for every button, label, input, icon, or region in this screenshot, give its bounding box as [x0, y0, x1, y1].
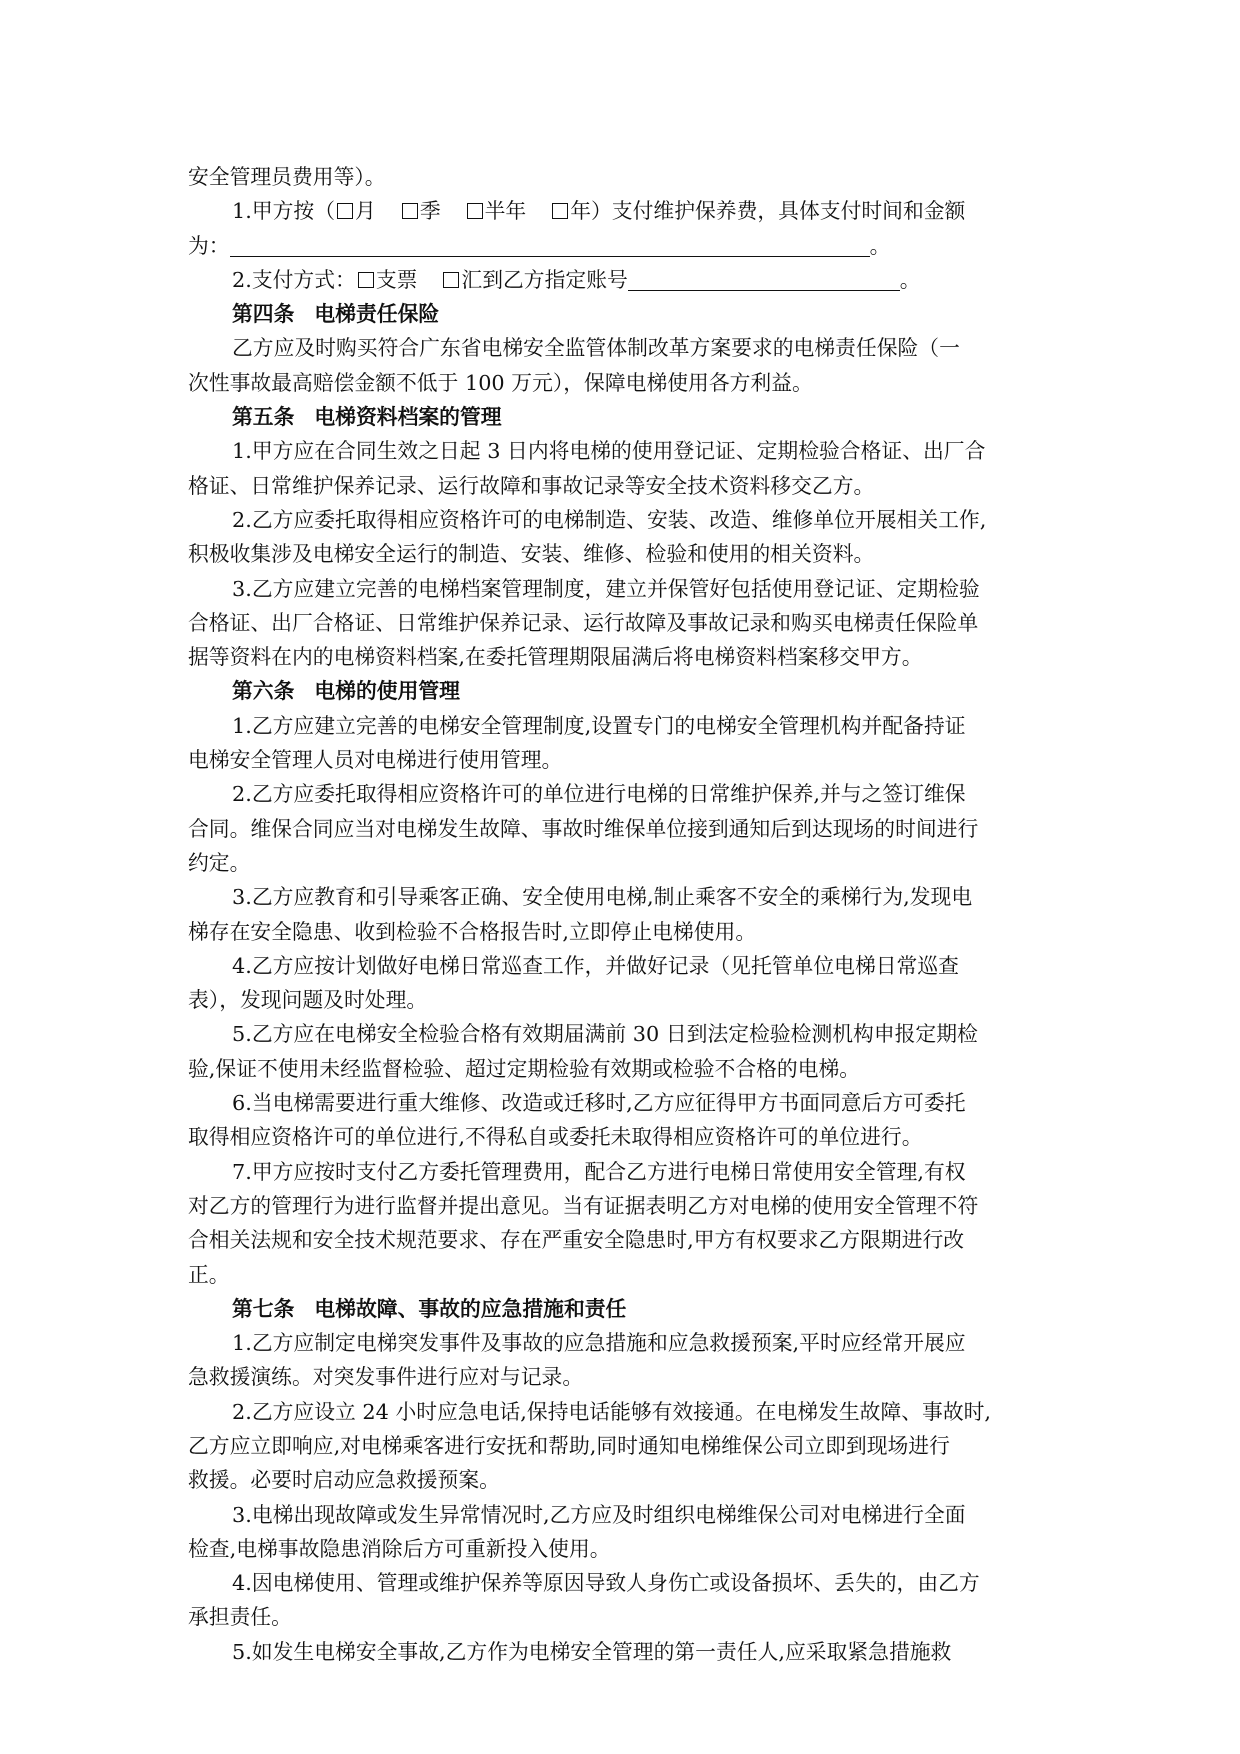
payment-method-suffix: 。 [899, 267, 921, 292]
paragraph-line: 2.乙方应委托取得相应资格许可的单位进行电梯的日常维护保养,并与之签订维保 [232, 782, 966, 807]
paragraph-line: 积极收集涉及电梯安全运行的制造、安装、维修、检验和使用的相关资料。 [188, 542, 875, 567]
paragraph-line: 3.乙方应建立完善的电梯档案管理制度，建立并保管好包括使用登记证、定期检验 [232, 576, 980, 601]
article-title: 电梯资料档案的管理 [314, 405, 502, 430]
paragraph-line: 合同。维保合同应当对电梯发生故障、事故时维保单位接到通知后到达现场的时间进行 [188, 816, 979, 841]
article-6-heading [188, 674, 1058, 708]
article-7-heading [188, 1292, 1058, 1326]
paragraph-line: 1.甲方应在合同生效之日起 3 日内将电梯的使用登记证、定期检验合格证、出厂合 [232, 439, 986, 464]
checkbox-quarter[interactable] [402, 203, 418, 219]
paragraph-line: 2.乙方应设立 24 小时应急电话,保持电话能够有效接通。在电梯发生故障、事故时, [232, 1399, 992, 1424]
checkbox-cheque[interactable] [358, 272, 374, 288]
paragraph-line: 5.如发生电梯安全事故,乙方作为电梯安全管理的第一责任人,应采取紧急措施救 [232, 1639, 952, 1664]
paragraph-line: 梯存在安全隐患、收到检验不合格报告时,立即停止电梯使用。 [188, 919, 757, 944]
paragraph-line: 承担责任。 [188, 1605, 292, 1630]
payment-method-prefix: 2.支付方式： [232, 267, 356, 292]
checkbox-year[interactable] [552, 203, 568, 219]
paragraph-line: 约定。 [188, 850, 251, 875]
payment-amount-prefix: 为： [188, 233, 230, 258]
paragraph-line: 电梯安全管理人员对电梯进行使用管理。 [188, 748, 563, 773]
payment-amount-field[interactable] [230, 234, 870, 257]
payment-cycle-line [188, 194, 1058, 228]
paragraph-line: 3.电梯出现故障或发生异常情况时,乙方应及时组织电梯维保公司对电梯进行全面 [232, 1502, 966, 1527]
payment-cycle-prefix: 1.甲方按（ [232, 199, 336, 224]
paragraph-line: 合格证、出厂合格证、日常维护保养记录、运行故障及事故记录和购买电梯责任保险单 [188, 610, 979, 635]
article-number: 第六条 [232, 679, 295, 704]
paragraph-line: 1.乙方应制定电梯突发事件及事故的应急措施和应急救援预案,平时应经常开展应 [232, 1331, 966, 1356]
article-5-heading [188, 400, 1058, 434]
paragraph-line: 7.甲方应按时支付乙方委托管理费用，配合乙方进行电梯日常使用安全管理,有权 [232, 1159, 966, 1184]
account-number-field[interactable] [628, 268, 900, 291]
paragraph-line: 4.因电梯使用、管理或维护保养等原因导致人身伤亡或设备损坏、丢失的，由乙方 [232, 1571, 980, 1596]
paragraph-line: 急救援演练。对突发事件进行应对与记录。 [188, 1365, 584, 1390]
paragraph-line: 表），发现问题及时处理。 [188, 988, 428, 1013]
paragraph-line: 安全管理员费用等）。 [188, 165, 386, 189]
paragraph-line: 5.乙方应在电梯安全检验合格有效期届满前 30 日到法定检验检测机构申报定期检 [232, 1022, 978, 1047]
paragraph-line: 乙方应及时购买符合广东省电梯安全监管体制改革方案要求的电梯责任保险（一 [232, 336, 960, 361]
article-number: 第七条 [232, 1296, 295, 1321]
payment-amount-suffix: 。 [869, 233, 891, 258]
paragraph-line: 合相关法规和安全技术规范要求、存在严重安全隐患时,甲方有权要求乙方限期进行改 [188, 1228, 965, 1253]
paragraph-line: 3.乙方应教育和引导乘客正确、安全使用电梯,制止乘客不安全的乘梯行为,发现电 [232, 885, 973, 910]
option-quarter: 季 [419, 199, 441, 224]
paragraph-line: 验,保证不使用未经监督检验、超过定期检验有效期或检验不合格的电梯。 [188, 1056, 861, 1081]
option-year: 年）支付维护保养费，具体支付时间和金额 [570, 199, 966, 224]
option-half-year: 半年 [484, 199, 527, 224]
paragraph-line: 格证、日常维护保养记录、运行故障和事故记录等安全技术资料移交乙方。 [188, 473, 875, 498]
paragraph-line: 4.乙方应按计划做好电梯日常巡查工作，并做好记录（见托管单位电梯日常巡查 [232, 953, 959, 978]
checkbox-half-year[interactable] [467, 203, 483, 219]
article-title: 电梯故障、事故的应急措施和责任 [314, 1296, 627, 1321]
article-title: 电梯责任保险 [314, 302, 440, 327]
payment-method-line [188, 263, 1058, 297]
article-4-heading [188, 297, 1058, 331]
paragraph-line: 对乙方的管理行为进行监督并提出意见。当有证据表明乙方对电梯的使用安全管理不符 [188, 1193, 979, 1218]
paragraph-line: 2.乙方应委托取得相应资格许可的电梯制造、安装、改造、维修单位开展相关工作, [232, 507, 987, 532]
paragraph-line: 次性事故最高赔偿金额不低于 100 万元），保障电梯使用各方利益。 [188, 370, 813, 395]
option-cheque: 支票 [375, 267, 418, 292]
checkbox-transfer[interactable] [443, 272, 459, 288]
payment-amount-line [188, 229, 1058, 263]
paragraph-line: 救援。必要时启动应急救援预案。 [188, 1468, 500, 1493]
paragraph-line: 正。 [188, 1262, 230, 1287]
paragraph-line: 6.当电梯需要进行重大维修、改造或迁移时,乙方应征得甲方书面同意后方可委托 [232, 1091, 966, 1116]
option-month: 月 [355, 199, 376, 224]
paragraph-line: 乙方应立即响应,对电梯乘客进行安抚和帮助,同时通知电梯维保公司立即到现场进行 [188, 1433, 950, 1458]
document-page [188, 160, 1058, 1669]
paragraph-line: 取得相应资格许可的单位进行,不得私自或委托未取得相应资格许可的单位进行。 [188, 1125, 923, 1150]
article-number: 第四条 [232, 302, 295, 327]
paragraph-line: 1.乙方应建立完善的电梯安全管理制度,设置专门的电梯安全管理机构并配备持证 [232, 713, 966, 738]
paragraph-line: 据等资料在内的电梯资料档案,在委托管理期限届满后将电梯资料档案移交甲方。 [188, 645, 923, 670]
option-transfer: 汇到乙方指定账号 [461, 267, 628, 292]
article-number: 第五条 [232, 405, 295, 430]
checkbox-month[interactable] [337, 203, 353, 219]
paragraph-line: 检查,电梯事故隐患消除后方可重新投入使用。 [188, 1536, 611, 1561]
article-title: 电梯的使用管理 [314, 679, 460, 704]
